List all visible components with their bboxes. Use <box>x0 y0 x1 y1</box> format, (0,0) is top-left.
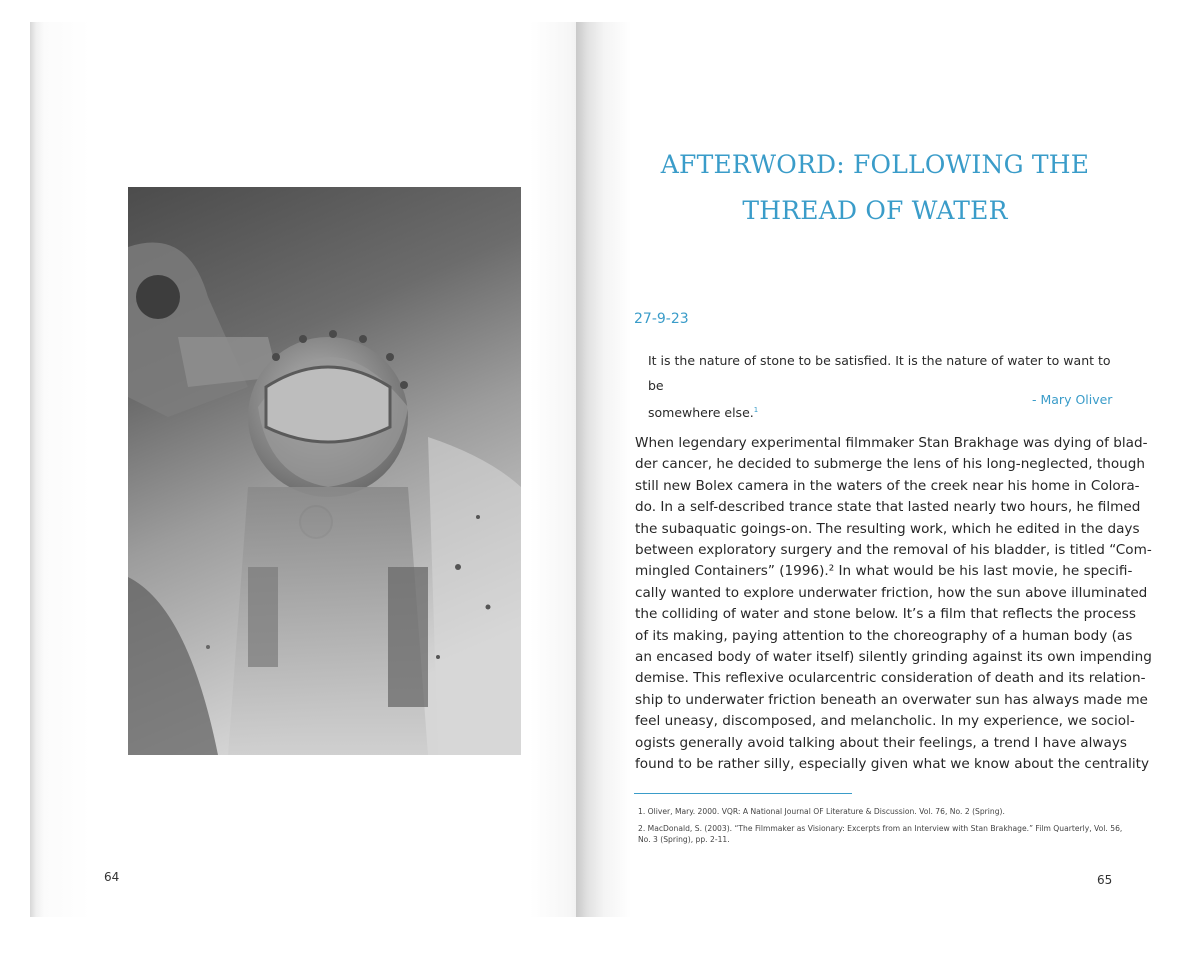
body-line: do. In a self-described trance state that lasted nearly two hours, he filmed <box>635 499 1141 516</box>
footnotes <box>638 806 1128 851</box>
body-line: between exploratory surgery and the removal of his bladder, is titled “Com- <box>635 542 1152 559</box>
footnote-marker-1: 1 <box>753 406 759 414</box>
body-line: found to be rather silly, especially given what we know about the centrality <box>635 756 1150 773</box>
body-line: of its making, paying attention to the choreography of a human body (as <box>635 627 1133 644</box>
epigraph-attribution: - Mary Oliver <box>1032 392 1113 407</box>
epigraph <box>648 348 1128 425</box>
footnote-divider <box>634 793 852 794</box>
body-line: cally wanted to explore underwater friction, how the sun above illuminated <box>635 584 1148 601</box>
body-line: ship to underwater friction beneath an overwater sun has always made me <box>635 691 1148 708</box>
page-number-right: 65 <box>1097 873 1113 887</box>
body-line: feel uneasy, discomposed, and melancholic. In my experience, we sociol- <box>635 713 1135 730</box>
epigraph-line-2-text: somewhere else. <box>648 405 754 421</box>
body-line: the colliding of water and stone below. It’s a film that reflects the process <box>635 606 1136 623</box>
footnote-2: 2. MacDonald, S. (2003). “The Filmmaker as Visionary: Excerpts from an Interview with Stan Brakhage.” Film Quarterly, Vol. 56, No. 3 (Spring), pp. 2-11. <box>638 824 1123 844</box>
entry-date: 27-9-23 <box>634 311 689 327</box>
body-line: When legendary experimental filmmaker Stan Brakhage was dying of blad- <box>635 435 1148 451</box>
body-line: ogists generally avoid talking about their feelings, a trend I have always <box>635 734 1127 751</box>
epigraph-line-1: It is the nature of stone to be satisfied. It is the nature of water to want to be <box>648 353 1111 393</box>
body-line: mingled Containers” (1996).² In what would be his last movie, he specifi- <box>635 563 1133 580</box>
page-number-left: 64 <box>104 870 120 884</box>
underwater-helmet-photo <box>128 187 521 755</box>
chapter-title <box>640 142 1110 234</box>
chapter-title-line-2: THREAD OF WATER <box>742 196 1008 225</box>
body-line: the subaquatic goings-on. The resulting work, which he edited in the days <box>635 520 1140 537</box>
body-paragraph <box>635 433 1152 776</box>
chapter-title-line-1: AFTERWORD: FOLLOWING THE <box>660 150 1090 179</box>
body-line: der cancer, he decided to submerge the lens of his long-neglected, though <box>635 456 1145 473</box>
body-line: an encased body of water itself) silently grinding against its own impending <box>635 649 1152 666</box>
body-line: demise. This reflexive ocularcentric consideration of death and its relation- <box>635 670 1146 687</box>
footnote-1: 1. Oliver, Mary. 2000. VQR: A National Journal OF Literature & Discussion. Vol. 76, No. 2 (Spring). <box>638 807 1005 816</box>
body-line: still new Bolex camera in the waters of the creek near his home in Colora- <box>635 477 1140 494</box>
